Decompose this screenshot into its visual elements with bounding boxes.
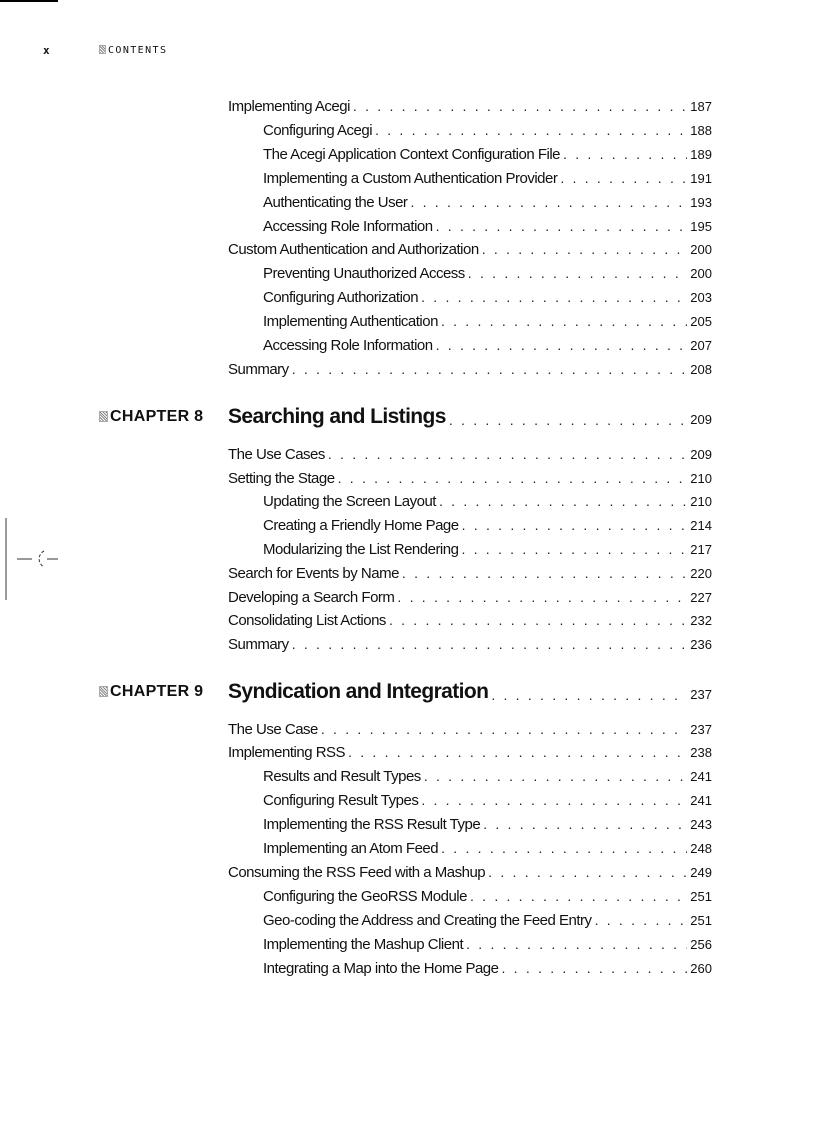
toc-entry-title: Implementing RSS bbox=[228, 743, 346, 761]
dot-leader bbox=[449, 412, 687, 428]
toc-entry-title: The Acegi Application Context Configuration File bbox=[263, 145, 561, 163]
dot-leader bbox=[389, 612, 687, 628]
toc-page-number: 232 bbox=[690, 612, 712, 628]
dot-leader bbox=[439, 493, 687, 509]
registration-mark-icon bbox=[0, 518, 60, 600]
toc-page-number: 251 bbox=[690, 888, 712, 904]
toc-entry-title: Implementing the Mashup Client bbox=[263, 935, 464, 953]
toc-entry-title: Accessing Role Information bbox=[263, 336, 433, 354]
toc-entry-title: Configuring Result Types bbox=[263, 791, 419, 809]
toc-entry-title: Authenticating the User bbox=[263, 193, 408, 211]
toc-entry bbox=[263, 143, 712, 165]
toc-entry bbox=[228, 443, 712, 465]
chapter-title-entry bbox=[228, 403, 712, 431]
toc-entry bbox=[263, 885, 712, 907]
toc-entry bbox=[228, 718, 712, 740]
dot-leader bbox=[321, 721, 687, 737]
dot-leader bbox=[292, 361, 688, 377]
toc-page-number: 188 bbox=[690, 122, 712, 138]
toc-entry bbox=[228, 633, 712, 655]
toc-page-number: 187 bbox=[690, 98, 712, 114]
dot-leader bbox=[502, 960, 688, 976]
toc-entry-title: Configuring Authorization bbox=[263, 288, 419, 306]
chapter-title-entry bbox=[228, 678, 712, 706]
toc-entry bbox=[228, 609, 712, 631]
toc-page-number: 208 bbox=[690, 361, 712, 377]
toc-entry-title: Implementing Acegi bbox=[228, 97, 350, 115]
toc-page-number: 249 bbox=[690, 864, 712, 880]
chapter-label bbox=[99, 683, 203, 701]
chapter-marker-icon bbox=[99, 411, 108, 422]
dot-leader bbox=[491, 687, 687, 703]
toc-entry bbox=[263, 167, 712, 189]
dot-leader bbox=[338, 470, 688, 486]
toc-page-number: 256 bbox=[690, 936, 712, 952]
toc-entry bbox=[263, 334, 712, 356]
dot-leader bbox=[397, 589, 687, 605]
chapter-heading bbox=[0, 678, 816, 706]
dot-leader bbox=[421, 792, 687, 808]
running-head bbox=[99, 44, 167, 58]
toc-entry bbox=[228, 861, 712, 883]
dot-leader bbox=[353, 98, 687, 114]
toc-page-number: 203 bbox=[690, 289, 712, 305]
dot-leader bbox=[441, 840, 687, 856]
toc-page-number: 260 bbox=[690, 960, 712, 976]
toc-entry-title: Searching and Listings bbox=[228, 405, 446, 428]
toc-page-number: 217 bbox=[690, 541, 712, 557]
toc-page-number: 207 bbox=[690, 337, 712, 353]
toc-entry-title: Results and Result Types bbox=[263, 767, 421, 785]
toc-entry-title: Integrating a Map into the Home Page bbox=[263, 959, 499, 977]
toc-entry bbox=[228, 95, 712, 117]
toc-entry bbox=[228, 238, 712, 260]
toc-entry bbox=[263, 765, 712, 787]
dot-leader bbox=[466, 936, 687, 952]
dot-leader bbox=[482, 241, 688, 257]
toc-page-number: 227 bbox=[690, 589, 712, 605]
toc-entry-title: The Use Cases bbox=[228, 445, 325, 463]
toc-entry bbox=[263, 310, 712, 332]
chapter-heading bbox=[0, 403, 816, 431]
dot-leader bbox=[441, 313, 687, 329]
dot-leader bbox=[328, 446, 687, 462]
toc-page-number: 241 bbox=[690, 768, 712, 784]
toc-entry-title: Updating the Screen Layout bbox=[263, 492, 436, 510]
toc-entry-title: Accessing Role Information bbox=[263, 217, 433, 235]
chapter-number: CHAPTER 9 bbox=[110, 683, 204, 700]
page-number: x bbox=[43, 44, 50, 57]
toc-entry bbox=[263, 933, 712, 955]
dot-leader bbox=[461, 541, 687, 557]
toc-entry-title: Syndication and Integration bbox=[228, 680, 489, 703]
toc-entry bbox=[263, 119, 712, 141]
toc-entry-title: Creating a Friendly Home Page bbox=[263, 516, 459, 534]
toc-entry-title: Setting the Stage bbox=[228, 469, 335, 487]
toc-entry-title: Consolidating List Actions bbox=[228, 611, 386, 629]
toc-entry bbox=[263, 909, 712, 931]
chapter-marker-icon bbox=[99, 686, 108, 697]
toc-entry bbox=[263, 286, 712, 308]
toc-entry-title: Developing a Search Form bbox=[228, 588, 395, 606]
dot-leader bbox=[348, 744, 687, 760]
toc-entry bbox=[263, 789, 712, 811]
dot-leader bbox=[595, 912, 688, 928]
toc-entry-title: Configuring Acegi bbox=[263, 121, 373, 139]
toc-page-number: 209 bbox=[690, 446, 712, 462]
toc-entry-title: The Use Case bbox=[228, 720, 318, 738]
toc-page-number: 238 bbox=[690, 744, 712, 760]
toc-entry bbox=[263, 538, 712, 560]
toc-page-number: 237 bbox=[690, 721, 712, 737]
section-marker-icon bbox=[99, 45, 106, 54]
toc-page-number: 248 bbox=[690, 840, 712, 856]
chapter-label bbox=[99, 408, 203, 426]
toc-entry-title: Preventing Unauthorized Access bbox=[263, 264, 465, 282]
dot-leader bbox=[483, 816, 687, 832]
toc-entry bbox=[263, 514, 712, 536]
top-rule bbox=[0, 0, 58, 2]
toc-entry-title: Summary bbox=[228, 360, 289, 378]
toc-page-number: 200 bbox=[690, 241, 712, 257]
dot-leader bbox=[462, 517, 688, 533]
toc-entry-title: Custom Authentication and Authorization bbox=[228, 240, 479, 258]
toc-entry bbox=[228, 741, 712, 763]
toc-entry-title: Consuming the RSS Feed with a Mashup bbox=[228, 863, 486, 881]
toc-page-number: 236 bbox=[690, 636, 712, 652]
dot-leader bbox=[292, 636, 688, 652]
dot-leader bbox=[375, 122, 687, 138]
dot-leader bbox=[488, 864, 687, 880]
toc-entry-title: Modularizing the List Rendering bbox=[263, 540, 459, 558]
toc-page-number: 214 bbox=[690, 517, 712, 533]
dot-leader bbox=[563, 146, 687, 162]
dot-leader bbox=[424, 768, 687, 784]
page-header bbox=[0, 44, 816, 58]
dot-leader bbox=[421, 289, 687, 305]
toc-page-number: 220 bbox=[690, 565, 712, 581]
toc-entry bbox=[228, 358, 712, 380]
toc-page-number: 251 bbox=[690, 912, 712, 928]
toc-entry bbox=[263, 490, 712, 512]
toc-entry-title: Implementing an Atom Feed bbox=[263, 839, 439, 857]
toc-entry-title: Geo-coding the Address and Creating the Feed Entry bbox=[263, 911, 592, 929]
dot-leader bbox=[436, 218, 688, 234]
toc-entry-title: Summary bbox=[228, 635, 289, 653]
toc-page-number: 205 bbox=[690, 313, 712, 329]
toc-entry bbox=[228, 467, 712, 489]
toc-entry-title: Search for Events by Name bbox=[228, 564, 399, 582]
toc-entry bbox=[263, 957, 712, 979]
toc-page-number: 200 bbox=[690, 265, 712, 281]
toc-page-number: 189 bbox=[690, 146, 712, 162]
toc-page-number: 243 bbox=[690, 816, 712, 832]
toc-page-number: 195 bbox=[690, 218, 712, 234]
toc-entry bbox=[263, 215, 712, 237]
toc-entry-title: Implementing Authentication bbox=[263, 312, 438, 330]
toc-entry bbox=[263, 191, 712, 213]
dot-leader bbox=[560, 170, 687, 186]
dot-leader bbox=[470, 888, 687, 904]
dot-leader bbox=[468, 265, 688, 281]
toc-page-number: 241 bbox=[690, 792, 712, 808]
toc-entry bbox=[263, 813, 712, 835]
running-head-label: CONTENTS bbox=[108, 45, 168, 56]
toc-page-number: 193 bbox=[690, 194, 712, 210]
dot-leader bbox=[402, 565, 687, 581]
toc-entry-title: Implementing the RSS Result Type bbox=[263, 815, 481, 833]
chapter-number: CHAPTER 8 bbox=[110, 408, 204, 425]
toc-entry-title: Implementing a Custom Authentication Provider bbox=[263, 169, 558, 187]
dot-leader bbox=[410, 194, 687, 210]
toc-page-number: 209 bbox=[690, 412, 712, 427]
toc-page-number: 210 bbox=[690, 470, 712, 486]
toc-entry bbox=[228, 586, 712, 608]
dot-leader bbox=[436, 337, 688, 353]
toc-page-number: 237 bbox=[690, 687, 712, 702]
toc-page-number: 210 bbox=[690, 493, 712, 509]
toc-entry-title: Configuring the GeoRSS Module bbox=[263, 887, 467, 905]
toc-entry bbox=[263, 262, 712, 284]
toc-page-number: 191 bbox=[690, 170, 712, 186]
toc-entry bbox=[263, 837, 712, 859]
toc-entry bbox=[228, 562, 712, 584]
